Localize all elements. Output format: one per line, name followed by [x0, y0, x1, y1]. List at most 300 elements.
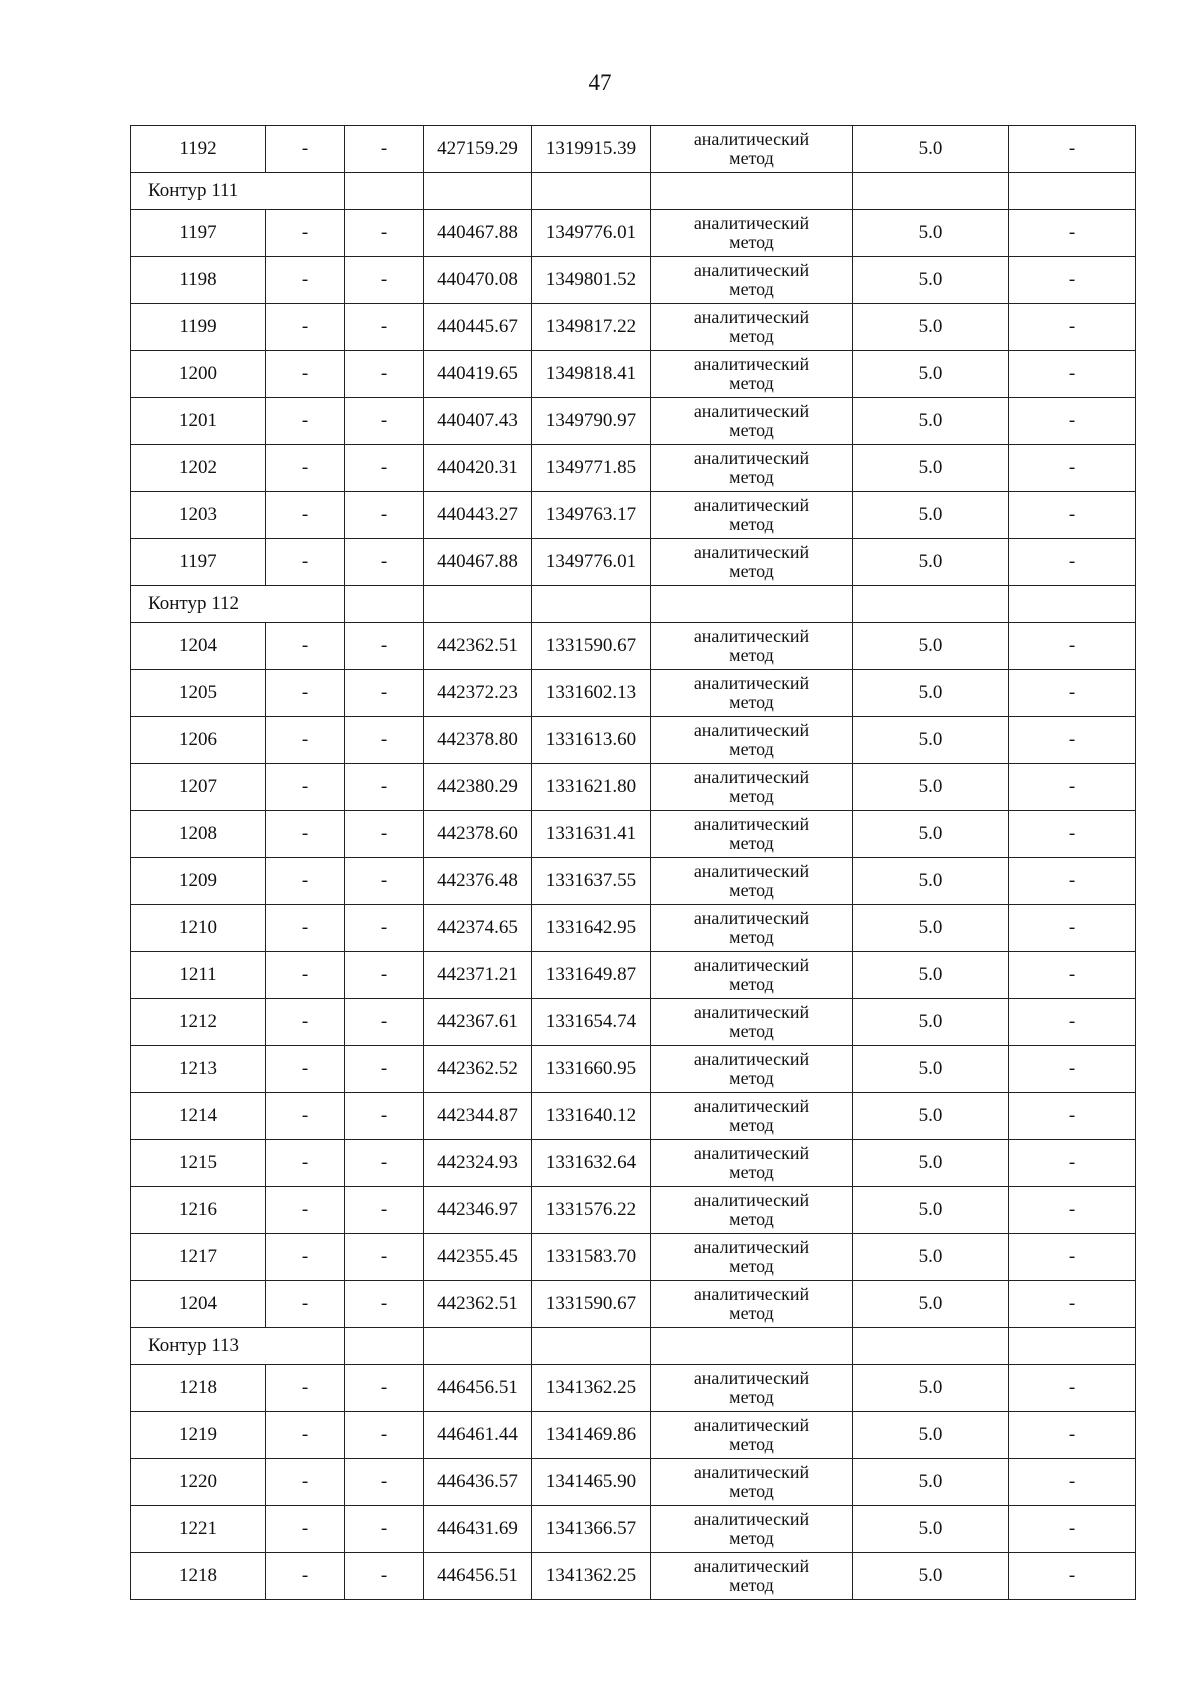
method-line-2: метод [729, 1434, 774, 1454]
table-row [131, 764, 1136, 811]
y-coordinate-cell: 1331583.70 [532, 1234, 651, 1281]
y-coordinate-cell: 1331642.95 [532, 905, 651, 952]
method-line-2: метод [729, 1528, 774, 1548]
y-coordinate-cell: 1349776.01 [532, 539, 651, 586]
x-coordinate-cell: 440443.27 [424, 492, 532, 539]
dash-cell: - [345, 1506, 424, 1553]
point-number-cell: 1218 [131, 1365, 266, 1412]
point-number-cell: 1204 [131, 1281, 266, 1328]
dash-cell: - [1009, 1365, 1136, 1412]
x-coordinate-cell: 440419.65 [424, 351, 532, 398]
method-line-2: метод [729, 1256, 774, 1276]
method-line-1: аналитический [693, 1096, 810, 1117]
method-line-1: аналитический [693, 260, 810, 281]
dash-cell: - [1009, 999, 1136, 1046]
dash-cell: - [266, 539, 345, 586]
dash-cell: - [1009, 623, 1136, 670]
method-cell [651, 304, 853, 351]
dash-cell: - [266, 952, 345, 999]
table-row [131, 351, 1136, 398]
accuracy-cell: 5.0 [853, 999, 1009, 1046]
table-row [131, 210, 1136, 257]
table-row [131, 539, 1136, 586]
empty-cell [651, 1328, 853, 1365]
method-cell [651, 717, 853, 764]
dash-cell: - [345, 1093, 424, 1140]
dash-cell: - [1009, 1412, 1136, 1459]
point-number-cell: 1207 [131, 764, 266, 811]
dash-cell: - [1009, 905, 1136, 952]
accuracy-cell: 5.0 [853, 126, 1009, 173]
table-row [131, 1412, 1136, 1459]
dash-cell: - [266, 1459, 345, 1506]
dash-cell: - [266, 1187, 345, 1234]
point-number-cell: 1201 [131, 398, 266, 445]
x-coordinate-cell: 446461.44 [424, 1412, 532, 1459]
method-line-1: аналитический [693, 1284, 810, 1305]
dash-cell: - [266, 492, 345, 539]
method-cell [651, 1281, 853, 1328]
dash-cell: - [345, 257, 424, 304]
table-row [131, 999, 1136, 1046]
method-line-1: аналитический [693, 1049, 810, 1070]
method-cell [651, 126, 853, 173]
table-row [131, 1281, 1136, 1328]
table-row [131, 1506, 1136, 1553]
y-coordinate-cell: 1331640.12 [532, 1093, 651, 1140]
method-line-1: аналитический [693, 1002, 810, 1023]
y-coordinate-cell: 1331621.80 [532, 764, 651, 811]
method-line-2: метод [729, 645, 774, 665]
accuracy-cell: 5.0 [853, 398, 1009, 445]
method-line-2: метод [729, 514, 774, 534]
dash-cell: - [266, 905, 345, 952]
method-line-2: метод [729, 420, 774, 440]
coordinates-table [130, 125, 1136, 1600]
dash-cell: - [266, 1046, 345, 1093]
y-coordinate-cell: 1331660.95 [532, 1046, 651, 1093]
x-coordinate-cell: 442344.87 [424, 1093, 532, 1140]
accuracy-cell: 5.0 [853, 492, 1009, 539]
y-coordinate-cell: 1349790.97 [532, 398, 651, 445]
method-cell [651, 210, 853, 257]
point-number-cell: 1210 [131, 905, 266, 952]
point-number-cell: 1198 [131, 257, 266, 304]
x-coordinate-cell: 446436.57 [424, 1459, 532, 1506]
x-coordinate-cell: 442324.93 [424, 1140, 532, 1187]
empty-cell [853, 586, 1009, 623]
method-cell [651, 492, 853, 539]
accuracy-cell: 5.0 [853, 952, 1009, 999]
dash-cell: - [345, 1234, 424, 1281]
table-row [131, 623, 1136, 670]
point-number-cell: 1218 [131, 1553, 266, 1600]
x-coordinate-cell: 442355.45 [424, 1234, 532, 1281]
empty-cell [424, 1328, 532, 1365]
accuracy-cell: 5.0 [853, 670, 1009, 717]
point-number-cell: 1208 [131, 811, 266, 858]
point-number-cell: 1219 [131, 1412, 266, 1459]
x-coordinate-cell: 442376.48 [424, 858, 532, 905]
accuracy-cell: 5.0 [853, 811, 1009, 858]
x-coordinate-cell: 440420.31 [424, 445, 532, 492]
dash-cell: - [266, 999, 345, 1046]
y-coordinate-cell: 1331649.87 [532, 952, 651, 999]
dash-cell: - [345, 764, 424, 811]
method-cell [651, 764, 853, 811]
y-coordinate-cell: 1331576.22 [532, 1187, 651, 1234]
point-number-cell: 1199 [131, 304, 266, 351]
point-number-cell: 1192 [131, 126, 266, 173]
y-coordinate-cell: 1349818.41 [532, 351, 651, 398]
table-row [131, 905, 1136, 952]
dash-cell: - [345, 999, 424, 1046]
table-row [131, 1365, 1136, 1412]
dash-cell: - [345, 210, 424, 257]
method-cell [651, 858, 853, 905]
y-coordinate-cell: 1341465.90 [532, 1459, 651, 1506]
empty-cell [853, 173, 1009, 210]
table-row [131, 1234, 1136, 1281]
x-coordinate-cell: 442374.65 [424, 905, 532, 952]
empty-cell [345, 586, 424, 623]
table-row [131, 670, 1136, 717]
dash-cell: - [1009, 351, 1136, 398]
method-line-2: метод [729, 1209, 774, 1229]
x-coordinate-cell: 442371.21 [424, 952, 532, 999]
point-number-cell: 1215 [131, 1140, 266, 1187]
dash-cell: - [266, 1553, 345, 1600]
dash-cell: - [266, 1140, 345, 1187]
x-coordinate-cell: 446431.69 [424, 1506, 532, 1553]
dash-cell: - [266, 257, 345, 304]
point-number-cell: 1216 [131, 1187, 266, 1234]
accuracy-cell: 5.0 [853, 257, 1009, 304]
table-row [131, 304, 1136, 351]
y-coordinate-cell: 1331654.74 [532, 999, 651, 1046]
dash-cell: - [266, 126, 345, 173]
dash-cell: - [1009, 1553, 1136, 1600]
dash-cell: - [1009, 1046, 1136, 1093]
accuracy-cell: 5.0 [853, 1187, 1009, 1234]
table-body [131, 126, 1136, 1600]
y-coordinate-cell: 1349771.85 [532, 445, 651, 492]
dash-cell: - [345, 492, 424, 539]
dash-cell: - [1009, 257, 1136, 304]
table-row [131, 1553, 1136, 1600]
method-line-2: метод [729, 1068, 774, 1088]
accuracy-cell: 5.0 [853, 1234, 1009, 1281]
dash-cell: - [266, 811, 345, 858]
method-line-2: метод [729, 148, 774, 168]
x-coordinate-cell: 427159.29 [424, 126, 532, 173]
dash-cell: - [345, 1365, 424, 1412]
table-row [131, 1046, 1136, 1093]
x-coordinate-cell: 446456.51 [424, 1553, 532, 1600]
method-line-2: метод [729, 1115, 774, 1135]
point-number-cell: 1204 [131, 623, 266, 670]
point-number-cell: 1214 [131, 1093, 266, 1140]
dash-cell: - [266, 623, 345, 670]
accuracy-cell: 5.0 [853, 304, 1009, 351]
dash-cell: - [345, 539, 424, 586]
method-line-2: метод [729, 880, 774, 900]
method-line-1: аналитический [693, 1190, 810, 1211]
y-coordinate-cell: 1331632.64 [532, 1140, 651, 1187]
empty-cell [532, 586, 651, 623]
x-coordinate-cell: 442346.97 [424, 1187, 532, 1234]
table-row [131, 492, 1136, 539]
method-line-1: аналитический [693, 542, 810, 563]
dash-cell: - [345, 1553, 424, 1600]
empty-cell [651, 586, 853, 623]
method-cell [651, 999, 853, 1046]
y-coordinate-cell: 1341362.25 [532, 1553, 651, 1600]
y-coordinate-cell: 1331631.41 [532, 811, 651, 858]
method-cell [651, 1553, 853, 1600]
dash-cell: - [266, 858, 345, 905]
dash-cell: - [266, 304, 345, 351]
method-cell [651, 398, 853, 445]
accuracy-cell: 5.0 [853, 1553, 1009, 1600]
dash-cell: - [1009, 1187, 1136, 1234]
method-line-2: метод [729, 232, 774, 252]
table-row [131, 398, 1136, 445]
method-cell [651, 445, 853, 492]
point-number-cell: 1221 [131, 1506, 266, 1553]
point-number-cell: 1197 [131, 210, 266, 257]
point-number-cell: 1209 [131, 858, 266, 905]
method-line-1: аналитический [693, 354, 810, 375]
x-coordinate-cell: 442362.51 [424, 623, 532, 670]
method-line-1: аналитический [693, 1237, 810, 1258]
y-coordinate-cell: 1319915.39 [532, 126, 651, 173]
x-coordinate-cell: 440470.08 [424, 257, 532, 304]
dash-cell: - [345, 351, 424, 398]
method-line-1: аналитический [693, 129, 810, 150]
point-number-cell: 1206 [131, 717, 266, 764]
accuracy-cell: 5.0 [853, 623, 1009, 670]
method-cell [651, 1046, 853, 1093]
method-line-1: аналитический [693, 861, 810, 882]
accuracy-cell: 5.0 [853, 1365, 1009, 1412]
page-number: 47 [588, 70, 612, 95]
dash-cell: - [345, 398, 424, 445]
accuracy-cell: 5.0 [853, 1140, 1009, 1187]
x-coordinate-cell: 442378.80 [424, 717, 532, 764]
dash-cell: - [345, 1140, 424, 1187]
accuracy-cell: 5.0 [853, 858, 1009, 905]
point-number-cell: 1212 [131, 999, 266, 1046]
y-coordinate-cell: 1341366.57 [532, 1506, 651, 1553]
method-line-1: аналитический [693, 1415, 810, 1436]
y-coordinate-cell: 1331590.67 [532, 1281, 651, 1328]
table-row [131, 858, 1136, 905]
dash-cell: - [1009, 210, 1136, 257]
accuracy-cell: 5.0 [853, 1093, 1009, 1140]
method-cell [651, 1459, 853, 1506]
dash-cell: - [1009, 126, 1136, 173]
y-coordinate-cell: 1331637.55 [532, 858, 651, 905]
dash-cell: - [1009, 1459, 1136, 1506]
y-coordinate-cell: 1331590.67 [532, 623, 651, 670]
accuracy-cell: 5.0 [853, 1281, 1009, 1328]
method-line-2: метод [729, 1303, 774, 1323]
dash-cell: - [266, 1412, 345, 1459]
method-line-1: аналитический [693, 1143, 810, 1164]
contour-label: Контур 111 [131, 173, 345, 210]
table-row [131, 445, 1136, 492]
dash-cell: - [345, 126, 424, 173]
x-coordinate-cell: 442362.52 [424, 1046, 532, 1093]
method-line-2: метод [729, 373, 774, 393]
dash-cell: - [1009, 811, 1136, 858]
dash-cell: - [1009, 398, 1136, 445]
empty-cell [424, 173, 532, 210]
dash-cell: - [345, 1412, 424, 1459]
method-line-2: метод [729, 692, 774, 712]
accuracy-cell: 5.0 [853, 905, 1009, 952]
method-line-2: метод [729, 974, 774, 994]
method-line-2: метод [729, 467, 774, 487]
table-row [131, 257, 1136, 304]
dash-cell: - [1009, 1506, 1136, 1553]
empty-cell [532, 173, 651, 210]
method-line-1: аналитический [693, 908, 810, 929]
dash-cell: - [345, 905, 424, 952]
empty-cell [424, 586, 532, 623]
point-number-cell: 1203 [131, 492, 266, 539]
dash-cell: - [1009, 445, 1136, 492]
dash-cell: - [345, 670, 424, 717]
method-line-2: метод [729, 1481, 774, 1501]
method-cell [651, 1365, 853, 1412]
method-line-1: аналитический [693, 213, 810, 234]
method-line-1: аналитический [693, 495, 810, 516]
dash-cell: - [345, 623, 424, 670]
dash-cell: - [345, 304, 424, 351]
method-cell [651, 257, 853, 304]
empty-cell [651, 173, 853, 210]
method-line-1: аналитический [693, 814, 810, 835]
method-cell [651, 811, 853, 858]
method-cell [651, 952, 853, 999]
table-row [131, 952, 1136, 999]
contour-label: Контур 113 [131, 1328, 345, 1365]
method-line-1: аналитический [693, 1509, 810, 1530]
dash-cell: - [1009, 858, 1136, 905]
empty-cell [1009, 586, 1136, 623]
dash-cell: - [1009, 539, 1136, 586]
method-cell [651, 1187, 853, 1234]
dash-cell: - [266, 1281, 345, 1328]
dash-cell: - [266, 445, 345, 492]
dash-cell: - [266, 1234, 345, 1281]
point-number-cell: 1202 [131, 445, 266, 492]
method-cell [651, 670, 853, 717]
method-line-2: метод [729, 786, 774, 806]
dash-cell: - [345, 1187, 424, 1234]
dash-cell: - [1009, 952, 1136, 999]
method-line-2: метод [729, 1575, 774, 1595]
dash-cell: - [1009, 764, 1136, 811]
contour-header-row [131, 1328, 1136, 1365]
method-line-2: метод [729, 739, 774, 759]
x-coordinate-cell: 440467.88 [424, 210, 532, 257]
dash-cell: - [345, 1459, 424, 1506]
contour-label: Контур 112 [131, 586, 345, 623]
accuracy-cell: 5.0 [853, 1506, 1009, 1553]
x-coordinate-cell: 442367.61 [424, 999, 532, 1046]
dash-cell: - [345, 445, 424, 492]
dash-cell: - [266, 717, 345, 764]
dash-cell: - [266, 670, 345, 717]
point-number-cell: 1200 [131, 351, 266, 398]
dash-cell: - [345, 1046, 424, 1093]
accuracy-cell: 5.0 [853, 210, 1009, 257]
x-coordinate-cell: 442372.23 [424, 670, 532, 717]
dash-cell: - [266, 210, 345, 257]
method-cell [651, 351, 853, 398]
method-line-1: аналитический [693, 448, 810, 469]
table-row [131, 717, 1136, 764]
accuracy-cell: 5.0 [853, 764, 1009, 811]
method-line-2: метод [729, 1387, 774, 1407]
empty-cell [345, 173, 424, 210]
dash-cell: - [345, 952, 424, 999]
empty-cell [1009, 173, 1136, 210]
method-cell [651, 1140, 853, 1187]
y-coordinate-cell: 1341362.25 [532, 1365, 651, 1412]
y-coordinate-cell: 1331602.13 [532, 670, 651, 717]
accuracy-cell: 5.0 [853, 351, 1009, 398]
dash-cell: - [1009, 1281, 1136, 1328]
dash-cell: - [345, 811, 424, 858]
dash-cell: - [345, 1281, 424, 1328]
table-row [131, 1140, 1136, 1187]
method-line-1: аналитический [693, 626, 810, 647]
method-cell [651, 1412, 853, 1459]
accuracy-cell: 5.0 [853, 1412, 1009, 1459]
accuracy-cell: 5.0 [853, 1459, 1009, 1506]
contour-header-row [131, 173, 1136, 210]
dash-cell: - [1009, 492, 1136, 539]
method-cell [651, 1093, 853, 1140]
method-cell [651, 905, 853, 952]
method-cell [651, 623, 853, 670]
method-line-1: аналитический [693, 720, 810, 741]
dash-cell: - [266, 398, 345, 445]
dash-cell: - [1009, 1234, 1136, 1281]
method-line-2: метод [729, 326, 774, 346]
dash-cell: - [266, 1365, 345, 1412]
contour-header-row [131, 586, 1136, 623]
x-coordinate-cell: 446456.51 [424, 1365, 532, 1412]
point-number-cell: 1217 [131, 1234, 266, 1281]
method-cell [651, 1506, 853, 1553]
method-cell [651, 1234, 853, 1281]
y-coordinate-cell: 1349776.01 [532, 210, 651, 257]
empty-cell [853, 1328, 1009, 1365]
method-line-2: метод [729, 927, 774, 947]
dash-cell: - [266, 1506, 345, 1553]
table-row [131, 1093, 1136, 1140]
y-coordinate-cell: 1341469.86 [532, 1412, 651, 1459]
empty-cell [532, 1328, 651, 1365]
x-coordinate-cell: 440467.88 [424, 539, 532, 586]
x-coordinate-cell: 440407.43 [424, 398, 532, 445]
x-coordinate-cell: 442362.51 [424, 1281, 532, 1328]
